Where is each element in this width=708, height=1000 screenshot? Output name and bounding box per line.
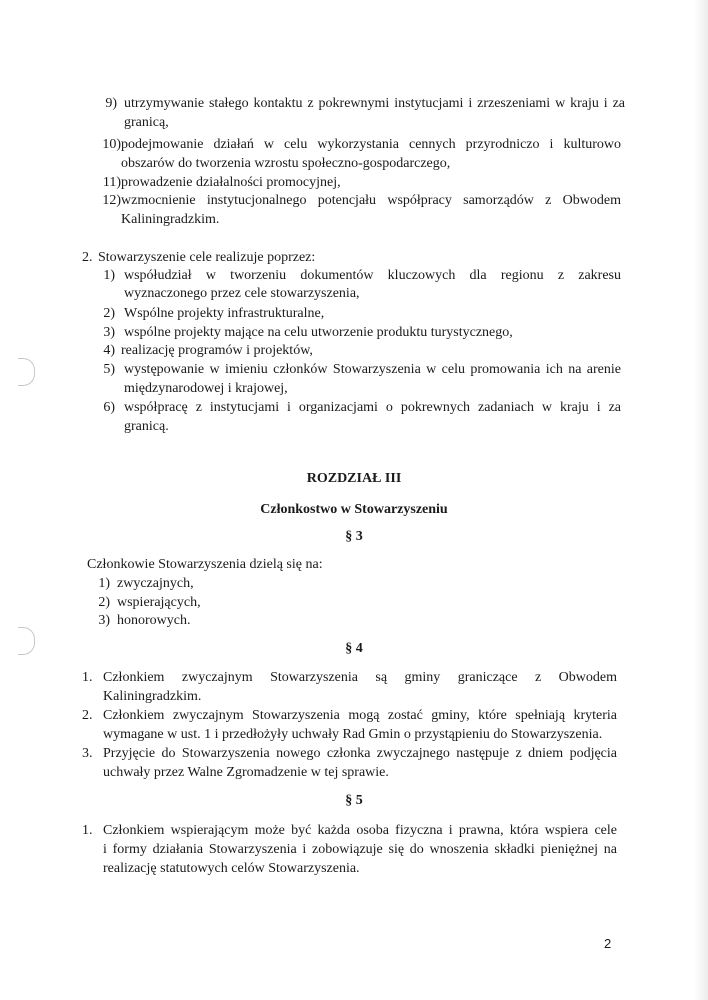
paragraph-text: uchwały przez Walne Zgromadzenie w tej sprawie.: [103, 765, 389, 780]
paragraph-text: Kaliningradzkim.: [103, 689, 202, 704]
paragraph-text: i formy działania Stowarzyszenia i zobowiązuje się do wnoszenia składki pieniężnej na: [103, 842, 617, 857]
list-item-number: 6): [103, 400, 115, 415]
punch-hole-mark: [18, 358, 35, 386]
paragraph-text: realizację statutowych celów Stowarzyszenia.: [103, 861, 360, 876]
list-item-text: wspierających,: [117, 595, 201, 610]
chapter-title: ROZDZIAŁ III: [306, 471, 402, 486]
page-number: 2: [604, 936, 612, 951]
section-heading: § 5: [345, 793, 363, 808]
list-item-number: 3): [98, 613, 110, 628]
point-number: 2.: [82, 250, 93, 265]
paragraph-text: Członkiem zwyczajnym Stowarzyszenia są gminy graniczące z Obwodem: [103, 670, 617, 685]
paragraph-number: 1.: [82, 823, 93, 838]
paragraph-text: wymagane w ust. 1 i przedłożyły uchwały Rad Gmin o przystąpieniu do Stowarzyszenia.: [103, 727, 603, 742]
list-item-number: 1): [98, 576, 110, 591]
list-item-number: 12): [102, 193, 121, 208]
paragraph-text: Członkiem zwyczajnym Stowarzyszenia mogą zostać gminy, które spełniają kryteria: [103, 708, 617, 723]
list-item-number: 9): [105, 96, 117, 111]
list-item-text: granicą.: [124, 419, 169, 434]
list-item-text: zwyczajnych,: [117, 576, 194, 591]
list-item-text: współpracę z instytucjami i organizacjami o pokrewnych zadaniach w kraju i za: [124, 400, 621, 415]
list-item-text: utrzymywanie stałego kontaktu z pokrewnymi instytucjami i zrzeszeniami w kraju i za: [124, 96, 625, 111]
list-item-text: wspólne projekty mające na celu utworzenie produktu turystycznego,: [124, 325, 513, 340]
list-item-text: występowanie w imieniu członków Stowarzyszenia w celu promowania ich na arenie: [124, 362, 621, 377]
list-item-text: wyznaczonego przez cele stowarzyszenia,: [124, 286, 360, 301]
list-item-text: granicą,: [124, 115, 169, 130]
point-text: Stowarzyszenie cele realizuje poprzez:: [98, 250, 316, 265]
list-item-number: 2): [103, 306, 115, 321]
section-heading: § 3: [345, 529, 363, 544]
paragraph-number: 2.: [82, 708, 93, 723]
list-item-text: honorowych.: [117, 613, 191, 628]
paragraph-number: 1.: [82, 670, 93, 685]
paragraph-text: Przyjęcie do Stowarzyszenia nowego członka zwyczajnego następuje z dniem podjęcia: [103, 746, 617, 761]
list-item-text: prowadzenie działalności promocyjnej,: [121, 175, 341, 190]
list-item-number: 5): [103, 362, 115, 377]
list-item-text: Kaliningradzkim.: [121, 212, 220, 227]
list-item-number: 2): [98, 595, 110, 610]
paragraph-text: Członkiem wspierającym może być każda osoba fizyczna i prawna, która wspiera cele: [103, 823, 617, 838]
list-item-text: obszarów do tworzenia wzrostu społeczno-gospodarczego,: [121, 156, 451, 171]
list-item-text: wzmocnienie instytucjonalnego potencjału współpracy samorządów z Obwodem: [121, 193, 621, 208]
list-item-number: 10): [102, 137, 121, 152]
list-item-text: Wspólne projekty infrastrukturalne,: [124, 306, 325, 321]
list-item-text: międzynarodowej i krajowej,: [124, 381, 288, 396]
list-item-number: 11): [102, 175, 121, 190]
section-heading: § 4: [345, 641, 363, 656]
scan-edge: [694, 0, 708, 1000]
paragraph-number: 3.: [82, 746, 93, 761]
list-item-number: 1): [103, 268, 115, 283]
list-item-text: współudział w tworzeniu dokumentów kluczowych dla regionu z zakresu: [124, 268, 621, 283]
list-item-text: podejmowanie działań w celu wykorzystania cennych przyrodniczo i kulturowo: [121, 137, 621, 152]
section-intro: Członkowie Stowarzyszenia dzielą się na:: [87, 557, 323, 572]
chapter-subtitle: Członkostwo w Stowarzyszeniu: [260, 502, 448, 517]
list-item-number: 3): [103, 325, 115, 340]
list-item-number: 4): [103, 343, 115, 358]
list-item-text: realizację programów i projektów,: [121, 343, 313, 358]
